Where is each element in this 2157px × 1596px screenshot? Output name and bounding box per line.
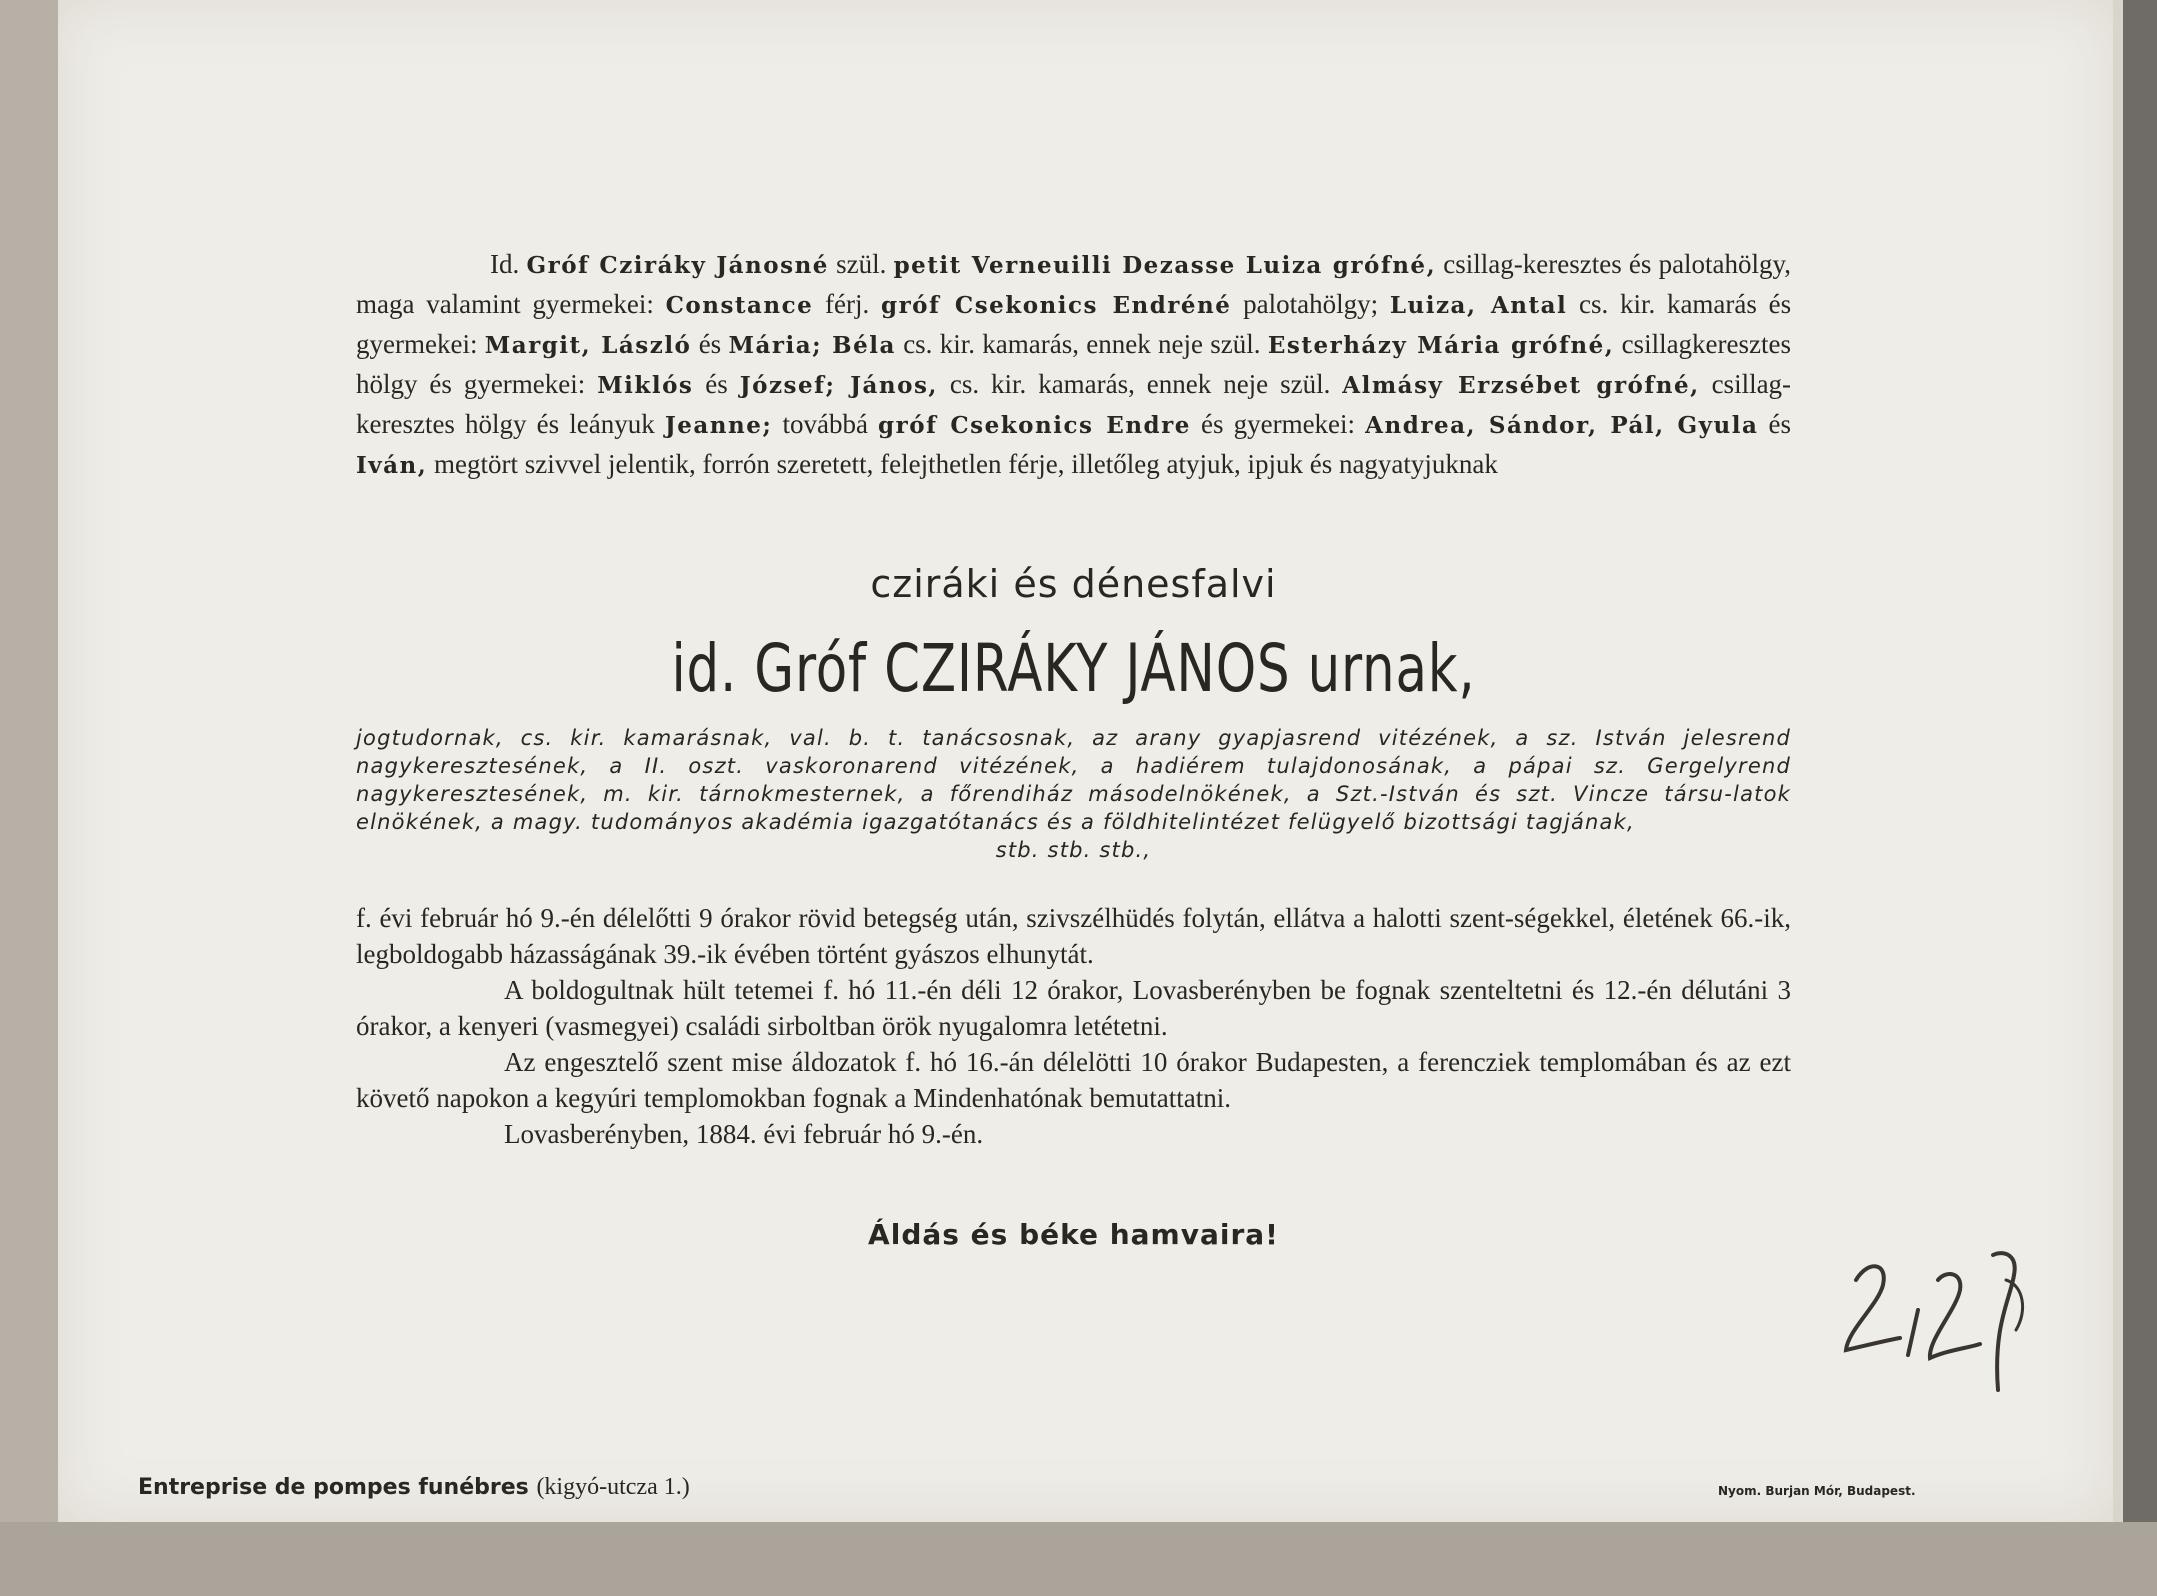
intro-text: csillagkeresztes hölgy és gyermekei: [356, 329, 1792, 399]
footer-undertaker [138, 1474, 690, 1501]
intro-text: palotahölgy; [1243, 289, 1379, 319]
body-paragraph: f. évi február hó 9.-én délelőtti 9 órakor rövid betegség után, szivszélhüdés folytán, ellátva a halotti szent-ségekkel, életének 66.-ik, legboldogabb házasságának 39.-ik évében történt gyászos elhunytát. [356, 903, 1791, 969]
intro-text: Id. [490, 249, 520, 279]
intro-name: Constance [665, 292, 814, 319]
honorific-titles [356, 724, 1791, 864]
intro-text: továbbá [782, 409, 868, 439]
intro-name: Mária; Béla [728, 332, 896, 359]
intro-name: József; János, [739, 372, 938, 399]
intro-name: Luiza, Antal [1389, 292, 1568, 319]
intro-name: Almásy Erzsébet grófné, [1342, 372, 1700, 399]
intro-name: gróf Csekonics Endréné [880, 292, 1232, 319]
intro-name: petit Verneuilli Dezasse Luiza grófné, [893, 252, 1437, 279]
footer-undertaker-address: (kigyó-utcza 1.) [536, 1474, 690, 1500]
intro-text: és [705, 369, 728, 399]
intro-text: és gyermekei: [1201, 409, 1356, 439]
intro-name: Esterházy Mária grófné, [1267, 332, 1615, 359]
intro-text: férj. [825, 289, 870, 319]
intro-text: cs. kir. kamarás, ennek neje szül. [949, 369, 1331, 399]
announcement-body [356, 900, 1791, 1152]
intro-text: és [698, 329, 722, 359]
scan-bottom-border [0, 1522, 2157, 1596]
footer-printer: Nyom. Burjan Mór, Budapest. [1718, 1484, 1916, 1498]
blessing-line: Áldás és béke hamvaira! [868, 1218, 1279, 1251]
intro-name: Jeanne; [664, 412, 773, 439]
intro-text: csillag-keresztes és palotahölgy, maga valamint gyermekei: [356, 249, 1792, 319]
intro-name: Iván, [356, 452, 428, 479]
intro-text: cs. kir. kamarás és gyermekei: [356, 289, 1792, 359]
intro-paragraph [356, 245, 1791, 485]
intro-name: Andrea, Sándor, Pál, Gyula [1365, 412, 1759, 439]
body-dateline: Lovasberényben, 1884. évi február hó 9.-én. [504, 1119, 984, 1149]
intro-text: cs. kir. kamarás, ennek neje szül. [903, 329, 1261, 359]
heading-name: id. Gróf CZIRÁKY JÁNOS urnak, [671, 630, 1476, 707]
body-paragraph: Az engesztelő szent mise áldozatok f. hó 16.-án délelötti 10 órakor Budapesten, a ferencziek templomában és az ezt követő napokon a kegyúri templomokban fognak a Mindenhatónak bemutattatni. [356, 1047, 1791, 1113]
titles-text: jogtudornak, cs. kir. kamarásnak, val. b. t. tanácsosnak, az arany gyapjasrend vitézének, a sz. István jelesrend nagykeresztesének, a II. oszt. vaskoronarend vitézének, a hadiérem tulajdonosának, a pápai sz. Gergelyrend nagykeresztesének, m. kir. tárnokmesternek, a főrendiház másodelnökének, a Szt.-István és szt. Vincze társu-latok elnökének, a magy. tudományos akadémia igazgatótanács és a földhitelintézet felügyelő bizottsági tagjának, [356, 726, 1791, 834]
intro-text: megtört szivvel jelentik, forrón szeretett, felejthetlen férje, illetőleg atyjuk, ipjuk és nagyatyjuknak [434, 449, 1498, 479]
intro-text: csillag-keresztes hölgy és leányuk [356, 369, 1792, 439]
body-paragraph: A boldogultnak hült tetemei f. hó 11.-én déli 12 órakor, Lovasberényben be fognak szenteltetni és 12.-én délutáni 3 órakor, a kenyeri (vasmegyei) családi sirboltban örök nyugalomra letétetni. [356, 975, 1791, 1041]
intro-name: Gróf Cziráky Jánosné [526, 252, 829, 279]
scan-border [2123, 0, 2157, 1596]
handwritten-note [1828, 1240, 2038, 1400]
heading-subtitle: cziráki és dénesfalvi [870, 562, 1277, 606]
intro-text: szül. [836, 249, 887, 279]
titles-end: stb. stb. stb., [995, 838, 1152, 862]
intro-name: gróf Csekonics Endre [878, 412, 1191, 439]
intro-text: és [1768, 409, 1791, 439]
intro-name: Margit, László [484, 332, 692, 359]
footer-undertaker-name: Entreprise de pompes funébres [138, 1475, 529, 1500]
intro-name: Miklós [597, 372, 694, 399]
paper-edge [2113, 0, 2123, 1522]
